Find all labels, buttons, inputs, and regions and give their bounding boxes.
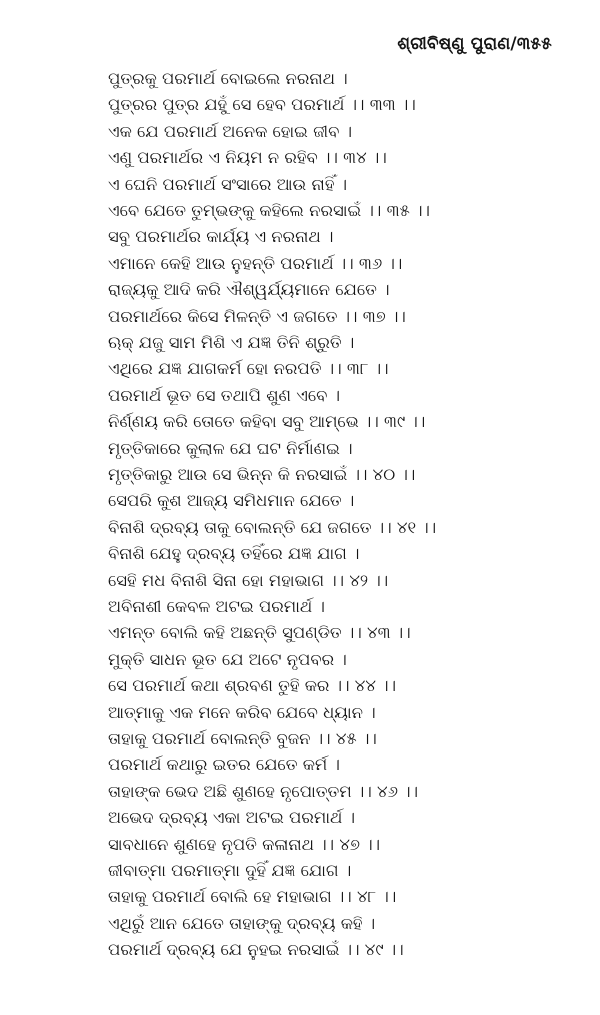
verse-line: ଅଭେଦ ଦ୍ରବ୍ୟ ଏକା ଅଟଇ ପରମାର୍ଥ । [108, 808, 356, 827]
verse-line: ଜୀବାତ୍ମା ପରମାତ୍ମା ଦୁହିଁ ଯଜ୍ଞ ଯୋଗ । [108, 861, 352, 880]
verse-line: ଏମନ୍ତ ବୋଲି କହି ଅଛନ୍ତି ସୁପଣ୍ଡିତ ।। ୪୩ ।। [108, 623, 411, 642]
verse-line: ପୁତ୍ରକୁ ପରମାର୍ଥ ବୋଇଲେ ନରନାଥ । [108, 69, 348, 88]
verse-line: ବିନାଶି ଦ୍ରବ୍ୟ ତାକୁ ବୋଲନ୍ତି ଯେ ଜଗତେ ।। ୪୧ ।। [108, 518, 437, 537]
verse-line: ବିନାଶି ଯେହୁ ଦ୍ରବ୍ୟ ତହିଁରେ ଯଜ୍ଞ ଯାଗ । [108, 544, 360, 563]
page-header: ଶ୍ରୀବିଷ୍ଣୁ ପୁରାଣ/୩୫୫ [397, 34, 552, 54]
verse-line: ପରମାର୍ଥ ଭୂତ ସେ ତଥାପି ଶୁଣ ଏବେ । [108, 386, 341, 405]
verse-line: ପୁତ୍ରର ପୁତ୍ର ଯହୁଁ ସେ ହେବ ପରମାର୍ଥ ।। ୩୩ ।। [108, 95, 416, 114]
verse-line: ପରମାର୍ଥ କଥାରୁ ଇତର ଯେତେ କର୍ମ । [108, 755, 340, 774]
verse-line: ସେ ପରମାର୍ଥ କଥା ଶ୍ରବଣ ତୁହି କର ।। ୪୪ ।। [108, 676, 397, 695]
verse-line: ନିର୍ଣ୍ଣୟ କରି ତୋତେ କହିବା ସବୁ ଆମ୍ଭେ ।। ୩୯ ।। [108, 412, 426, 431]
verse-line: ଏମାନେ କେହି ଆଉ ନୁହନ୍ତି ପରମାର୍ଥ ।। ୩୬ ।। [108, 254, 403, 273]
verse-line: ମୃତ୍ତିକାରୁ ଆଉ ସେ ଭିନ୍ନ କି ନରସାଇଁ ।। ୪୦ ।। [108, 465, 416, 484]
verse-line: ସାବଧାନେ ଶୁଣହେ ନୃପତି କଳାନାଥ ।। ୪୭ ।। [108, 835, 381, 854]
verse-line: ଏ ଘେନି ପରମାର୍ଥ ସଂସାରେ ଆଉ ନାହିଁ । [108, 175, 348, 194]
verse-line: ମୁକ୍ତି ସାଧନ ଭୂତ ଯେ ଅଟେ ନୃପବର । [108, 650, 347, 669]
verse-line: ଏକ ଯେ ପରମାର୍ଥ ଅନେକ ହୋଇ ଜୀବ । [108, 122, 353, 141]
verse-line: ତାହାଙ୍କ ଭେଦ ଅଛି ଶୁଣହେ ନୃପୋତ୍ତମ ।। ୪୬ ।। [108, 782, 419, 801]
verse-line: ସେପରି କୁଶ ଆଜ୍ୟ ସମିଧମାନ ଯେତେ । [108, 491, 355, 510]
verse-line: ତାହାକୁ ପରମାର୍ଥ ବୋଲନ୍ତି ବୁଜନ ।। ୪୫ ।। [108, 729, 377, 748]
verse-line: ସେହି ମଧ ବିନାଶି ସିନା ହୋ ମହାଭାଗ ।। ୪୨ ।। [108, 571, 389, 590]
verse-line: ଏବେ ଯେତେ ତୁମ୍ଭଙ୍କୁ କହିଲେ ନରସାଇଁ ।। ୩୫ ।। [108, 201, 430, 220]
verse-line: ମୃତ୍ତିକାରେ କୁଲାଳ ଯେ ଘଟ ନିର୍ମାଣଇ । [108, 439, 353, 458]
verse-line: ଅବିନାଶୀ କେବଳ ଅଟଇ ପରମାର୍ଥ । [108, 597, 325, 616]
verse-line: ଏଥିରେ ଯଜ୍ଞ ଯାଗକର୍ମ ହୋ ନରପତି ।। ୩୮ ।। [108, 359, 389, 378]
verse-line: ପରମାର୍ଥରେ କିସେ ମିଳନ୍ତି ଏ ଜଗତେ ।। ୩୭ ।। [108, 307, 406, 326]
verse-line: ତାହାକୁ ପରମାର୍ଥ ବୋଲି ହେ ମହାଭାଗ ।। ୪୮ ।। [108, 887, 397, 906]
verse-line: ପରମାର୍ଥ ଦ୍ରବ୍ୟ ଯେ ନୁହଇ ନରସାଇଁ ।। ୪୯ ।। [108, 940, 404, 959]
verse-line: ଏଣୁ ପରମାର୍ଥର ଏ ନିୟମ ନ ରହିବ ।। ୩୪ ।। [108, 148, 387, 167]
verse-line: ରାଜ୍ୟକୁ ଆଦି କରି ଐଶ୍ୱର୍ଯ୍ୟମାନେ ଯେତେ । [108, 280, 390, 299]
verse-line: ଏଥିରୁଁ ଆନ ଯେତେ ତାହାଙ୍କୁ ଦ୍ରବ୍ୟ କହି । [108, 914, 376, 933]
verse-line: ସବୁ ପରମାର୍ଥର କାର୍ଯ୍ୟ ଏ ନରନାଥ । [108, 227, 334, 246]
verse-line: ଆତ୍ମାକୁ ଏକ ମନେ କରିବ ଯେବେ ଧ୍ୟାନ । [108, 703, 376, 722]
verse-line: ଋକ୍ ଯଜୁ ସାମ ମିଶି ଏ ଯଜ୍ଞ ତିନି ଶ୍ରୁତି । [108, 333, 355, 352]
